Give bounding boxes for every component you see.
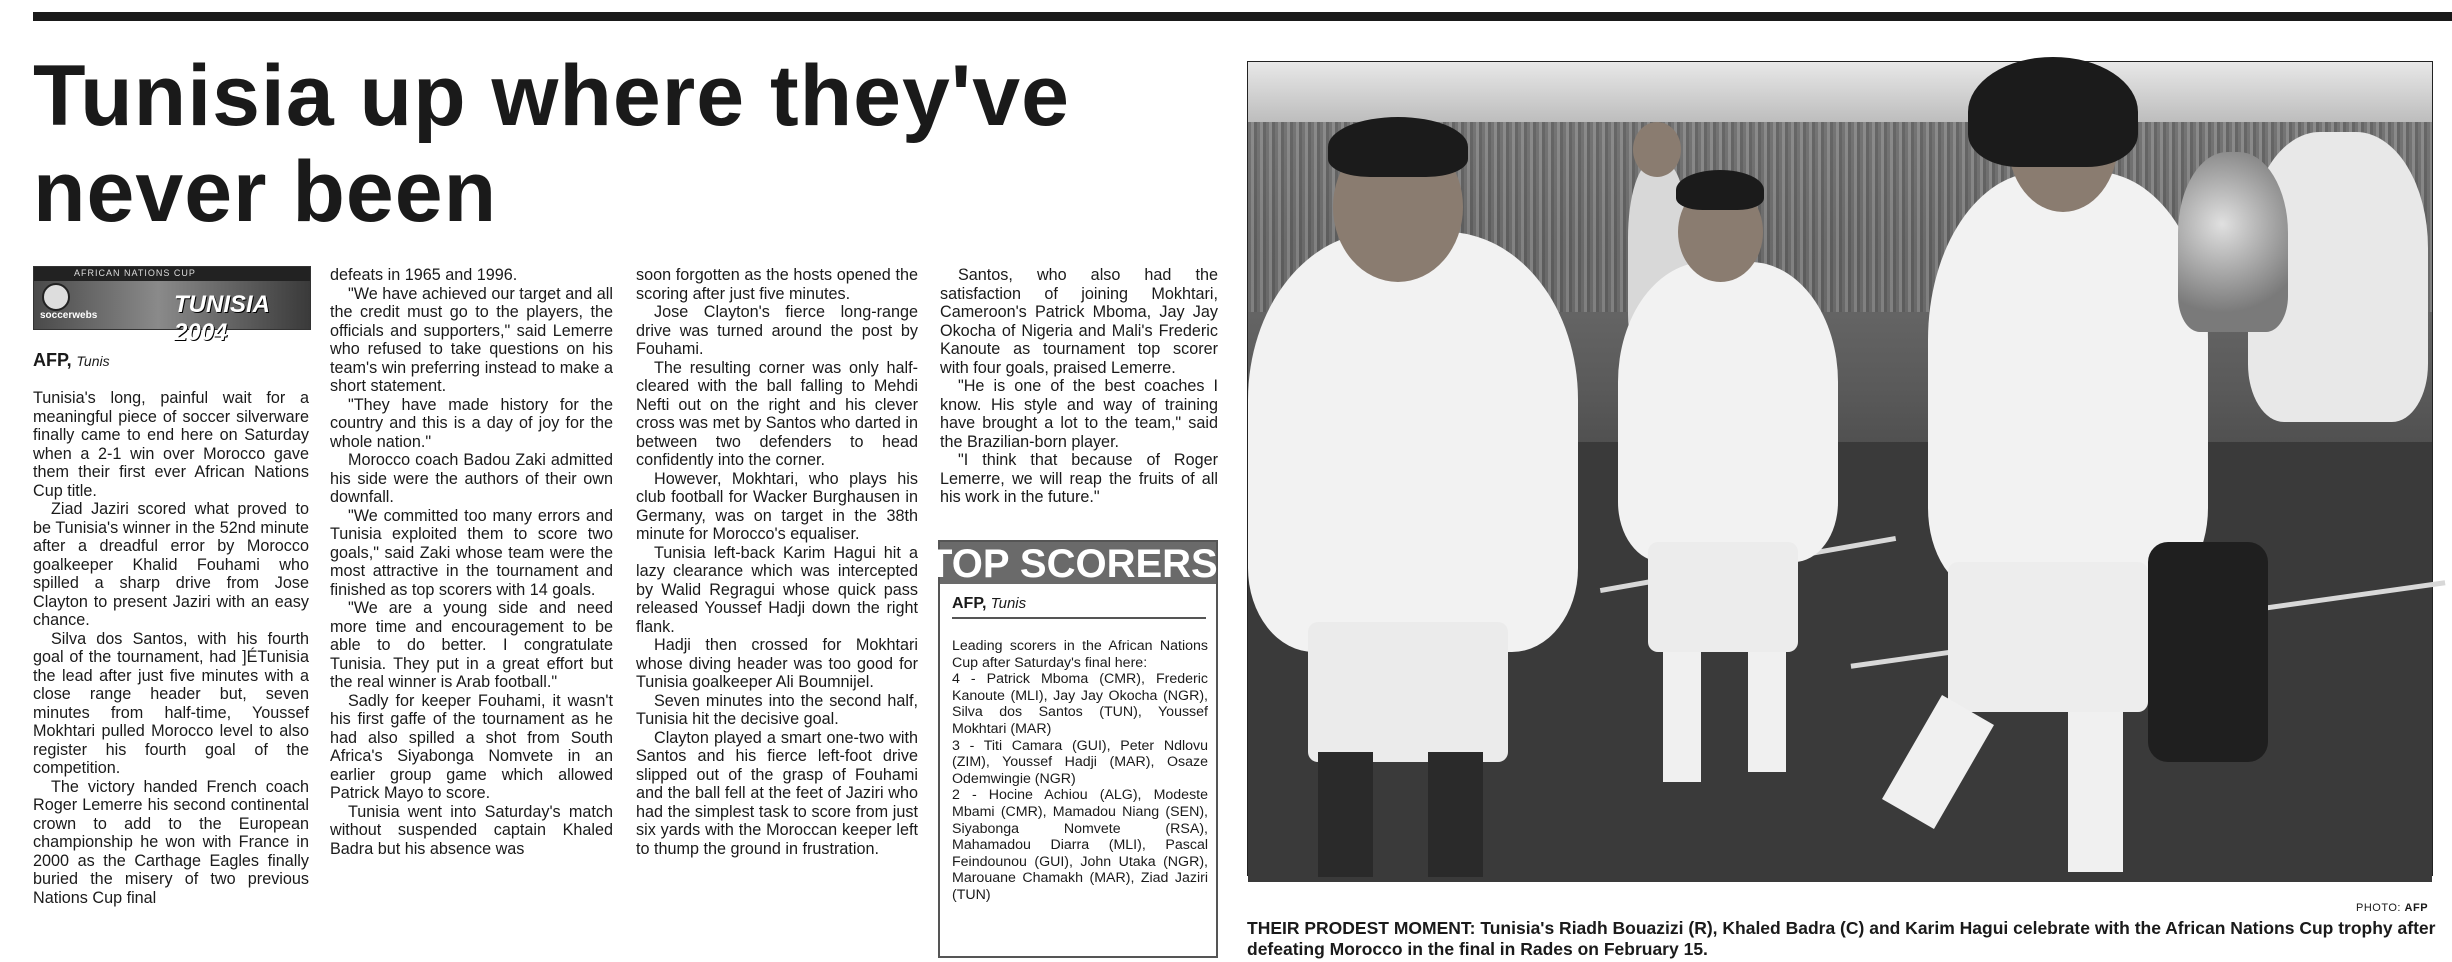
- paragraph: Tunisia went into Saturday's match without suspended captain Khaled Badra but his absence was: [330, 802, 613, 858]
- paragraph: "We have achieved our target and all the credit must go to the players, the officials and supporters," said Lemerre who refused to take questions on his team's win preferring instead to make a short statement.: [330, 284, 613, 395]
- player-shorts: [1308, 622, 1508, 762]
- paragraph: soon forgotten as the hosts opened the scoring after just five minutes.: [636, 266, 918, 303]
- logo-title: TUNISIA 2004: [174, 291, 270, 346]
- stadium-roof: [1248, 62, 2432, 122]
- sidebar-intro: Leading scorers in the African Nations Cup after Saturday's final here:: [952, 638, 1208, 671]
- byline-place: Tunis: [76, 353, 110, 369]
- player-leg: [1428, 752, 1483, 877]
- article-column-3: [636, 266, 918, 858]
- player-hair: [1676, 170, 1764, 210]
- paragraph: Sadly for keeper Fouhami, it wasn't his first gaffe of the tournament as he had also spilled a shot from South Africa's Siyabonga Nomvete in an earlier group game which allowed Patrick Mayo to score.: [330, 691, 613, 802]
- paragraph: The resulting corner was only half-cleared with the ball falling to Mehdi Nefti out on the right and his clever cross was met by Santos who darted in between two defenders to head confidently into the corner.: [636, 358, 918, 469]
- paragraph: However, Mokhtari, who plays his club football for Wacker Burghausen in Germany, was on target in the 38th minute for Morocco's equaliser.: [636, 469, 918, 543]
- sidebar-byline: [952, 595, 1026, 613]
- paragraph: Tunisia's long, painful wait for a meaningful piece of soccer silverware finally came to end here on Saturday when a 2-1 win over Morocco gave them their first ever African Nations Cup title.: [33, 389, 309, 500]
- background-person: [2148, 542, 2268, 762]
- player-badra: [1618, 262, 1838, 562]
- player-hair: [1328, 117, 1468, 177]
- paragraph: Tunisia left-back Karim Hagui hit a lazy clearance which was intercepted by Walid Regragui whose quick pass released Youssef Hadji down the right flank.: [636, 543, 918, 636]
- article-column-1: [33, 389, 309, 907]
- paragraph: Ziad Jaziri scored what proved to be Tunisia's winner in the 52nd minute after a dreadful error by Morocco goalkeeper Khalid Fouhami who spilled a sharp drive from Jose Clayton to present Jaziri with an easy chance.: [33, 500, 309, 629]
- logo-strip-text: AFRICAN NATIONS CUP: [74, 268, 196, 278]
- paragraph: "I think that because of Roger Lemerre, we will reap the fruits of all his work in the future.": [940, 451, 1218, 506]
- paragraph: The victory handed French coach Roger Lemerre his second continental crown to add to the European championship he won with France in 2000 as the Carthage Eagles finally buried the misery of two previous Nations Cup final: [33, 777, 309, 907]
- photo-caption: THEIR PRODEST MOMENT: Tunisia's Riadh Bouazizi (R), Khaled Badra (C) and Karim Hagui celebrate with the African Nations Cup trophy after defeating Morocco in the final in Rades on February 15.: [1247, 918, 2436, 959]
- paragraph: "We committed too many errors and Tunisia exploited them to score two goals," said Zaki whose team were the most attractive in the tournament and finished as top scorers with 14 goals.: [330, 506, 613, 599]
- scorer-entry: 4 - Patrick Mboma (CMR), Frederic Kanoute (MLI), Jay Jay Okocha (NGR), Silva dos Santos (TUN), Youssef Mokhtari (MAR): [952, 671, 1208, 737]
- sidebar-byline-place: Tunis: [990, 595, 1027, 612]
- celebration-photo: [1247, 61, 2433, 876]
- player-sock: [2068, 712, 2123, 872]
- paragraph: Morocco coach Badou Zaki admitted his side were the authors of their own downfall.: [330, 451, 613, 506]
- player-bouazizi: [1248, 232, 1578, 652]
- player-shorts: [1648, 542, 1798, 652]
- player-leg: [1318, 752, 1373, 877]
- paragraph: "He is one of the best coaches I know. His style and way of training have brought a lot to the team," said the Brazilian-born player.: [940, 377, 1218, 451]
- player-sock: [1748, 652, 1786, 772]
- paragraph: Clayton played a smart one-two with Santos and his fierce left-foot drive slipped out of the grasp of Fouhami and the ball fell at the feet of Jaziri who had the simplest task to score from just six yards with the Moroccan keeper left to thump the ground in frustration.: [636, 728, 918, 858]
- article-byline: [33, 350, 110, 371]
- photo-credit-source: AFP: [2404, 902, 2429, 914]
- trophy-icon: [2178, 152, 2288, 332]
- player-hagui: [1928, 172, 2208, 592]
- sidebar-divider: [952, 617, 1206, 619]
- sidebar-body: [952, 638, 1208, 904]
- paragraph: Hadji then crossed for Mokhtari whose diving header was too good for Tunisia goalkeeper Ali Boumnijel.: [636, 636, 918, 691]
- photo-credit-label: PHOTO:: [2356, 902, 2401, 914]
- paragraph: Santos, who also had the satisfaction of joining Mokhtari, Cameroon's Patrick Mboma, Jay Jay Okocha of Nigeria and Mali's Frederic Kanoute as tournament top scorer with four goals, praised Lemerre.: [940, 266, 1218, 377]
- tournament-logo: [33, 266, 311, 346]
- sidebar-byline-agency: AFP,: [952, 595, 987, 612]
- sidebar-title: TOP SCORERS: [928, 542, 1218, 586]
- paragraph: Silva dos Santos, with his fourth goal of the tournament, had ]ÉTunisia the lead after just five minutes with a close range header but, seven minutes from half-time, Youssef Mokhtari pulled Morocco level to also register his fourth goal of the competition.: [33, 629, 309, 777]
- scorer-entry: 2 - Hocine Achiou (ALG), Modeste Mbami (CMR), Mamadou Niang (SEN), Siyabonga Nomvete (RSA), Mahamadou Diarra (MLI), Pascal Feindounou (GUI), John Utaka (NGR), Marouane Chamakh (MAR), Ziad Jaziri (TUN): [952, 787, 1208, 903]
- photo-credit: [2356, 902, 2428, 914]
- paragraph: "They have made history for the country and this is a day of joy for the whole nation.": [330, 395, 613, 451]
- player-hair: [1968, 57, 2138, 167]
- logo-sponsor: soccerwebs: [40, 310, 98, 321]
- article-column-2: [330, 266, 613, 858]
- background-player-head: [1633, 122, 1681, 177]
- paragraph: "We are a young side and need more time and encouragement to be able to do better. I congratulate Tunisia. They put in a great effort but the real winner is Arab football.": [330, 599, 613, 691]
- headline: Tunisia up where they've never been: [33, 48, 1070, 240]
- paragraph: defeats in 1965 and 1996.: [330, 266, 518, 284]
- player-shorts: [1948, 562, 2148, 712]
- top-rule: [33, 12, 2452, 21]
- paragraph: Jose Clayton's fierce long-range drive was turned around the post by Fouhami.: [636, 303, 918, 358]
- article-column-4: [940, 266, 1218, 507]
- top-scorers-sidebar: [928, 540, 1218, 958]
- scorer-entry: 3 - Titi Camara (GUI), Peter Ndlovu (ZIM), Youssef Hadji (MAR), Osaze Odemwingie (NGR): [952, 737, 1208, 787]
- byline-agency: AFP,: [33, 350, 72, 370]
- soccer-ball-icon: [42, 283, 70, 311]
- player-sock: [1663, 652, 1701, 782]
- paragraph: Seven minutes into the second half, Tunisia hit the decisive goal.: [636, 691, 918, 728]
